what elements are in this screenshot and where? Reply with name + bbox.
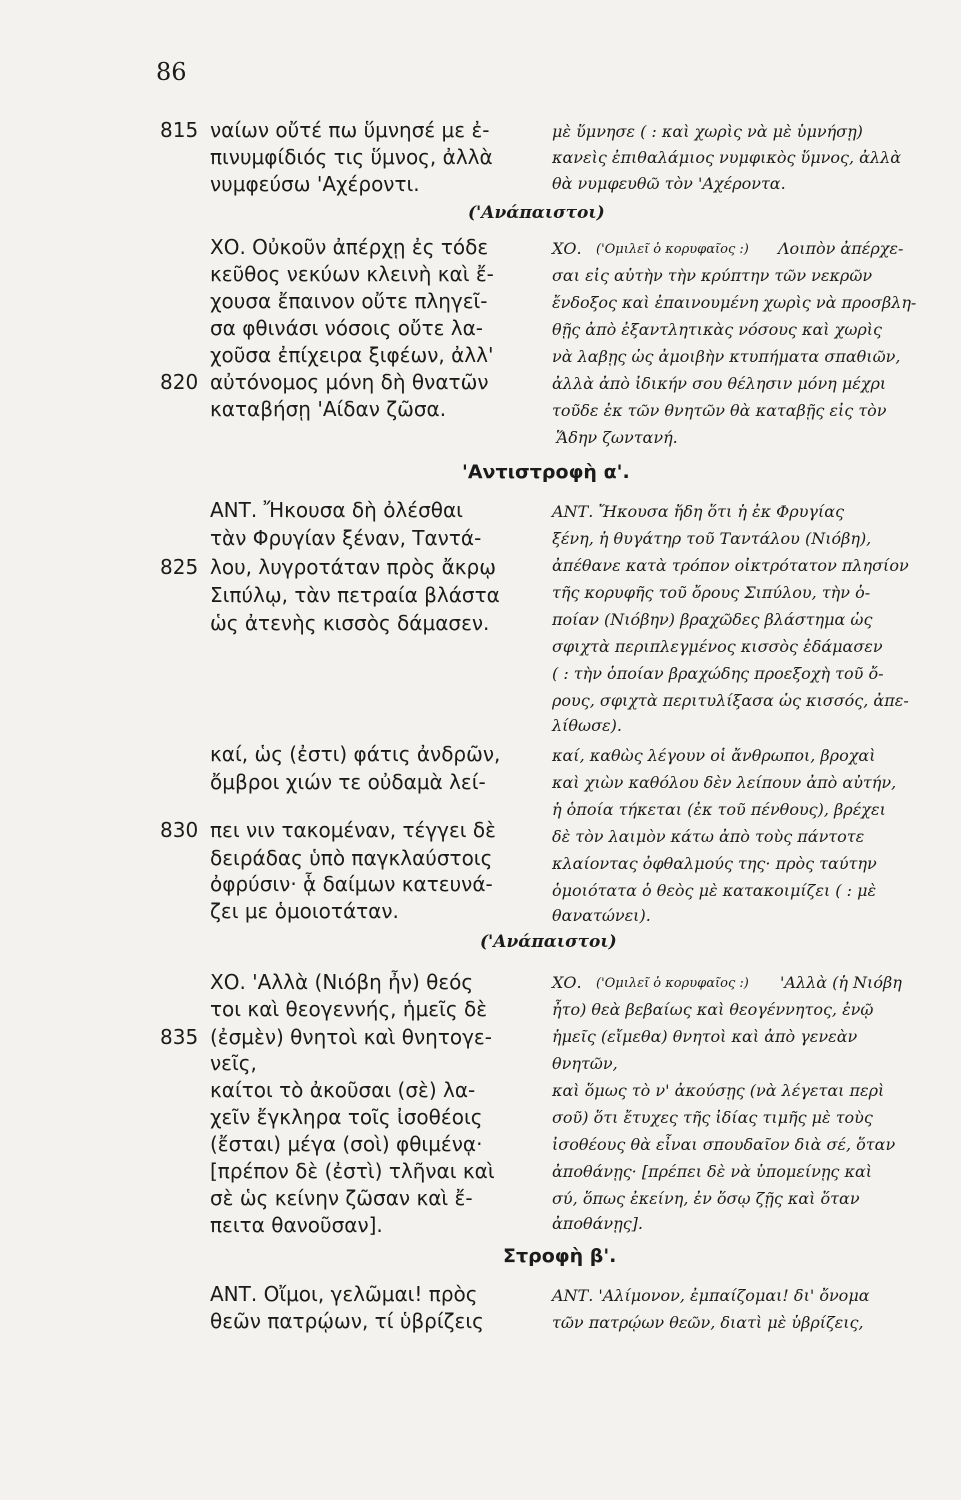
translation-line: ἀπέθανε κατὰ τρόπον οἰκτρότατον πλησίον	[552, 556, 909, 575]
greek-line: (ἐσμὲν) θνητοὶ καὶ θνητογε-	[210, 1025, 492, 1049]
translation-line: ἀποθάνῃς].	[552, 1214, 643, 1233]
greek-line: ΧΟ. Οὐκοῦν ἀπέρχῃ ἐς τόδε	[210, 235, 489, 259]
translation-note: ('Ομιλεῖ ὁ κορυφαῖος :)	[596, 242, 749, 257]
translation-line: θνητῶν,	[552, 1054, 618, 1073]
translation-line: ὁμοιότατα ὁ θεὸς μὲ κατακοιμίζει ( : μὲ	[552, 881, 877, 900]
greek-line: χεῖν ἔγκληρα τοῖς ἰσοθέοις	[210, 1105, 483, 1129]
greek-line: σὲ ὡς κείνην ζῶσαν καὶ ἔ-	[210, 1186, 473, 1210]
section-heading: Στροφὴ β'.	[503, 1245, 617, 1267]
greek-line: καίτοι τὸ ἀκοῦσαι (σὲ) λα-	[210, 1078, 476, 1102]
translation-line: ΑΝΤ. 'Αλίμονον, ἐμπαίζομαι! δι' ὄνομα	[552, 1286, 870, 1305]
translation-line: ξένη, ἡ θυγάτηρ τοῦ Ταντάλου (Νιόβη),	[552, 529, 872, 548]
greek-line: ναίων οὔτέ πω ὕμνησέ με ἐ-	[210, 118, 490, 142]
translation-line: ἔνδοξος καὶ ἐπαινουμένη χωρὶς νὰ προσβλη-	[552, 293, 917, 312]
line-number: 830	[160, 818, 199, 842]
translation-line: καί, καθὼς λέγουν οἱ ἄνθρωποι, βροχαὶ	[552, 746, 876, 765]
translation-line: σοῦ) ὅτι ἔτυχες τῆς ἰδίας τιμῆς μὲ τοὺς	[552, 1108, 873, 1127]
translation-line: ἰσοθέους θὰ εἶναι σπουδαῖον διὰ σέ, ὅταν	[552, 1135, 896, 1154]
greek-line: πει νιν τακομέναν, τέγγει δὲ	[210, 818, 496, 842]
translation-line: Λοιπὸν ἀπέρχε-	[778, 239, 904, 258]
translation-speaker: ΧΟ.	[552, 239, 582, 258]
greek-line: δειράδας ὑπὸ παγκλαύστοις	[210, 846, 493, 870]
line-number: 835	[160, 1025, 199, 1049]
translation-line: ρους, σφιχτὰ περιτυλίξασα ὡς κισσός, ἀπε-	[552, 691, 909, 710]
greek-line: ὡς ἀτενὴς κισσὸς δάμασεν.	[210, 611, 490, 635]
greek-line: πινυμφίδιός τις ὕμνος, ἀλλὰ	[210, 145, 493, 169]
translation-line: θῇς ἀπὸ ἐξαντλητικὰς νόσους καὶ χωρὶς	[552, 320, 883, 339]
greek-line: ζει με ὁμοιοτάταν.	[210, 899, 399, 923]
translation-line: λίθωσε).	[552, 716, 622, 735]
translation-line: ἀλλὰ ἀπὸ ἰδικήν σου θέλησιν μόνη μέχρι	[552, 374, 887, 393]
translation-line: 'Αλλὰ (ἡ Νιόβη	[780, 973, 902, 992]
translation-line: τοῦδε ἐκ τῶν θνητῶν θὰ καταβῇς εἰς τὸν	[552, 401, 887, 420]
translation-line: ἡ ὁποία τήκεται (ἐκ τοῦ πένθους), βρέχει	[552, 800, 886, 819]
greek-line: τὰν Φρυγίαν ξέναν, Ταντά-	[210, 526, 482, 550]
section-heading: ('Ανάπαιστοι)	[480, 932, 617, 952]
translation-line: ποίαν (Νιόβην) βραχῶδες βλάστημα ὡς	[552, 610, 873, 629]
greek-line: χουσα ἔπαινον οὔτε πληγεῖ-	[210, 289, 488, 313]
translation-line: θανατώνει).	[552, 906, 651, 925]
greek-line: ΧΟ. 'Αλλὰ (Νιόβη ἦν) θεός	[210, 970, 474, 994]
translation-line: καὶ χιὼν καθόλου δὲν λείπουν ἀπὸ αὐτήν,	[552, 773, 897, 792]
translation-line: μὲ ὕμνησε ( : καὶ χωρὶς νὰ μὲ ὑμνήσῃ)	[552, 122, 863, 141]
translation-line: ΑΝΤ. Ἤκουσα ἤδη ὅτι ἡ ἐκ Φρυγίας	[552, 502, 845, 521]
greek-line: τοι καὶ θεογεννής, ἡμεῖς δὲ	[210, 997, 488, 1021]
greek-line: [πρέπον δὲ (ἐστὶ) τλῆναι καὶ	[210, 1159, 495, 1183]
greek-line: (ἔσται) μέγα (σοὶ) φθιμένᾳ·	[210, 1132, 483, 1156]
greek-line: ὀφρύσιν· ᾇ δαίμων κατευνά-	[210, 872, 493, 896]
translation-line: κανεὶς ἐπιθαλάμιος νυμφικὸς ὕμνος, ἀλλὰ	[552, 148, 902, 167]
translation-line: σφιχτὰ περιπλεγμένος κισσὸς ἐδάμασεν	[552, 637, 883, 656]
translation-line: τῆς κορυφῆς τοῦ ὄρους Σιπύλου, τὴν ὁ-	[552, 583, 871, 602]
translation-line: σύ, ὅπως ἐκείνη, ἐν ὅσῳ ζῇς καὶ ὅταν	[552, 1189, 860, 1208]
greek-line: Σιπύλῳ, τὰν πετραία βλάστα	[210, 583, 500, 607]
greek-line: νυμφεύσω 'Αχέροντι.	[210, 172, 420, 196]
line-number: 820	[160, 370, 199, 394]
greek-line: ΑΝΤ. Ἤκουσα δὴ ὀλέσθαι	[210, 498, 463, 522]
translation-speaker: ΧΟ.	[552, 973, 582, 992]
greek-line: νεῖς,	[210, 1051, 257, 1075]
translation-line: ( : τὴν ὁποίαν βραχώδης προεξοχὴ τοῦ ὄ-	[552, 664, 884, 683]
greek-line: καταβήσῃ 'Αίδαν ζῶσα.	[210, 397, 447, 421]
greek-line: κεῦθος νεκύων κλεινὴ καὶ ἔ-	[210, 262, 494, 286]
translation-line: κλαίοντας ὀφθαλμούς της· πρὸς ταύτην	[552, 854, 877, 873]
translation-line: ἦτο) θεὰ βεβαίως καὶ θεογέννητος, ἐνῷ	[552, 1000, 874, 1019]
greek-line: καί, ὡς (ἐστι) φάτις ἀνδρῶν,	[210, 742, 501, 766]
translation-line: θὰ νυμφευθῶ τὸν 'Αχέροντα.	[552, 174, 786, 193]
translation-line: ἡμεῖς (εἴμεθα) θνητοὶ καὶ ἀπὸ γενεὰν	[552, 1027, 858, 1046]
line-number: 815	[160, 118, 199, 142]
greek-line: λου, λυγροτάταν πρὸς ἄκρῳ	[210, 555, 496, 579]
translation-line: ἀποθάνῃς· [πρέπει δὲ νὰ ὑπομείνῃς καὶ	[552, 1162, 873, 1181]
greek-line: ΑΝΤ. Οἴμοι, γελῶμαι! πρὸς	[210, 1282, 478, 1306]
greek-line: θεῶν πατρῴων, τί ὑβρίζεις	[210, 1309, 484, 1333]
greek-line: ὄμβροι χιών τε οὐδαμὰ λεί-	[210, 770, 486, 794]
translation-line: νὰ λαβῃς ὡς ἀμοιβὴν κτυπήματα σπαθιῶν,	[552, 347, 901, 366]
greek-line: χοῦσα ἐπίχειρα ξιφέων, ἀλλ'	[210, 343, 494, 367]
section-heading: ('Ανάπαιστοι)	[468, 203, 605, 223]
page-number: 86	[156, 58, 187, 86]
translation-line: τῶν πατρῴων θεῶν, διατὶ μὲ ὑβρίζεις,	[552, 1313, 864, 1332]
greek-line: αὐτόνομος μόνη δὴ θνατῶν	[210, 370, 489, 394]
translation-line: σαι εἰς αὐτὴν τὴν κρύπτην τῶν νεκρῶν	[552, 266, 873, 285]
greek-line: πειτα θανοῦσαν].	[210, 1213, 383, 1237]
translation-line: δὲ τὸν λαιμὸν κάτω ἀπὸ τοὺς πάντοτε	[552, 827, 865, 846]
greek-line: σα φθινάσι νόσοις οὔτε λα-	[210, 316, 484, 340]
translation-line: καὶ ὅμως τὸ ν' ἀκούσῃς (νὰ λέγεται περὶ	[552, 1081, 885, 1100]
translation-note: ('Ομιλεῖ ὁ κορυφαῖος :)	[596, 976, 749, 991]
translation-line: Ἅδην ζωντανή.	[556, 428, 678, 447]
section-heading: 'Αντιστροφὴ α'.	[462, 461, 630, 483]
line-number: 825	[160, 555, 199, 579]
